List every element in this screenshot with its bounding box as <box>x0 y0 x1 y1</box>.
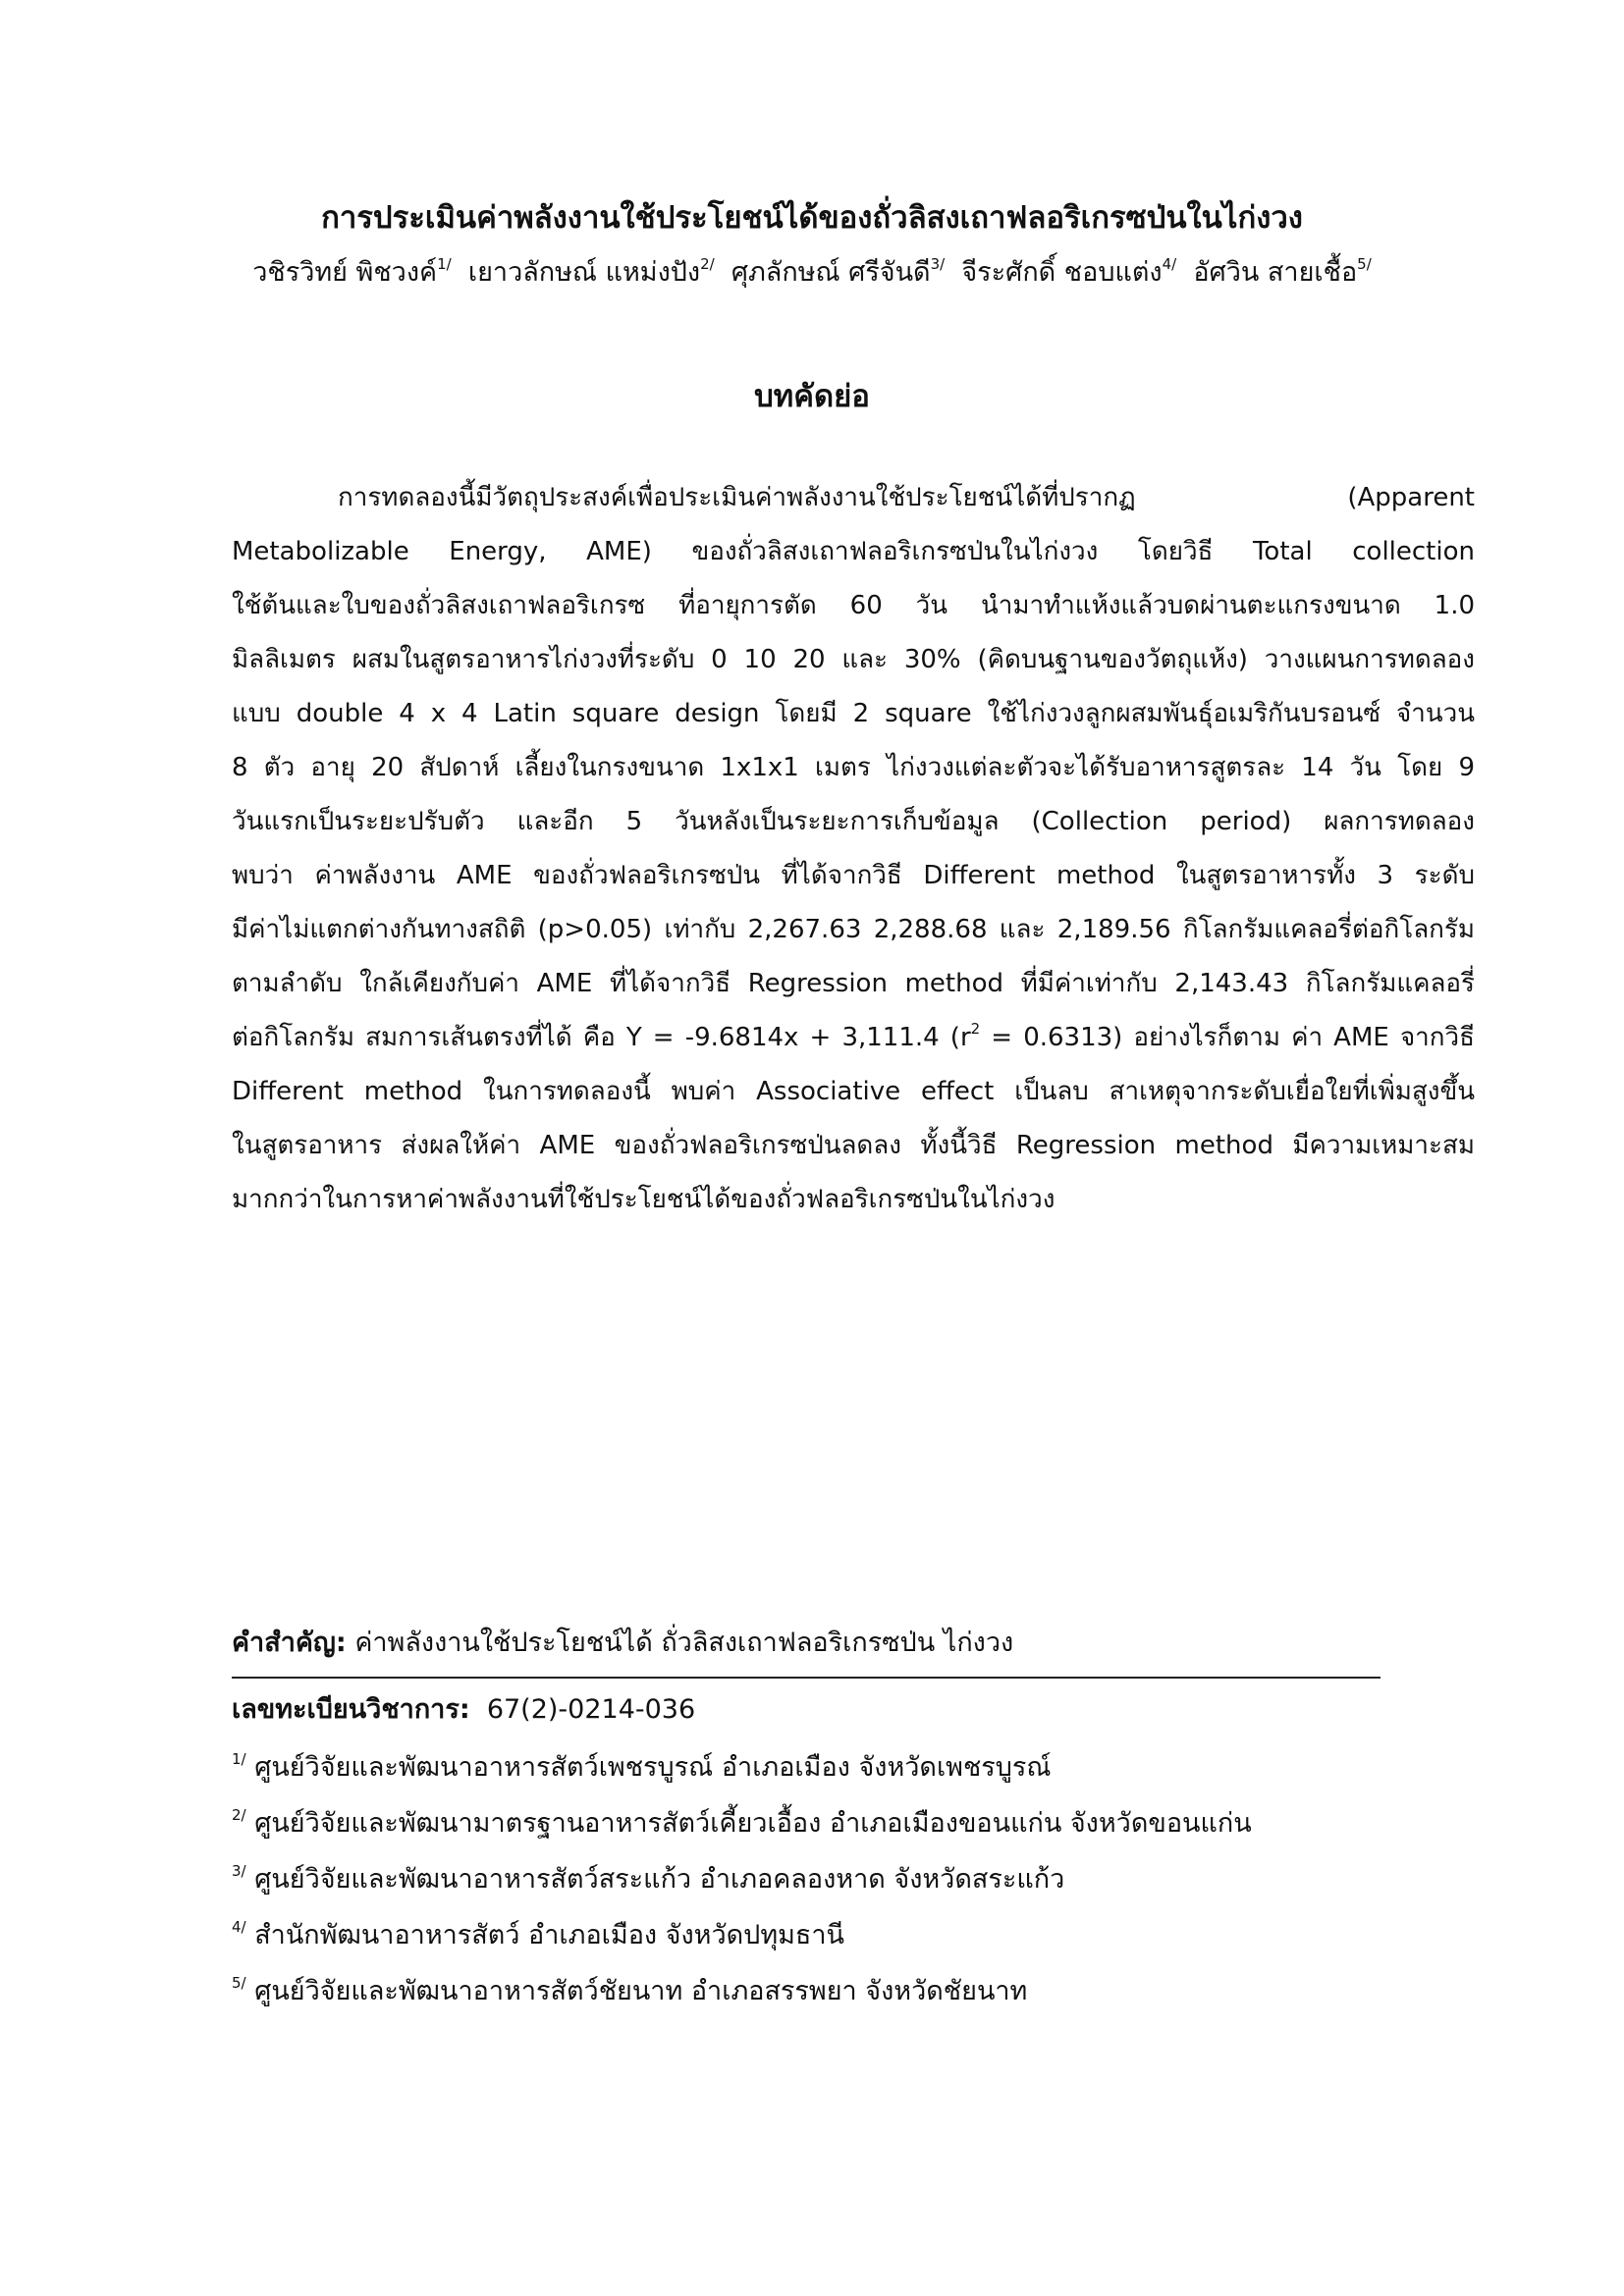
abstract-line: แบบ double 4 x 4 Latin square design โดยมี 2 square ใช้ไก่งวงลูกผสมพันธุ์อเมริกันบรอนซ์ จำนวน <box>232 699 1475 728</box>
keywords-label: คำสำคัญ: <box>232 1628 347 1658</box>
abstract-line: พบว่า ค่าพลังงาน AME ของถั่วฟลอริเกรซป่น ที่ได้จากวิธี Different method ในสูตรอาหารทั้ง 3 ระดับ <box>232 861 1475 890</box>
footnote-mark: 3/ <box>232 1862 246 1880</box>
author-name: วชิรวิทย์ พิชวงค์ <box>252 257 438 288</box>
footnote-item <box>232 1907 1508 1963</box>
abstract-line: ใช้ต้นและใบของถั่วลิสงเถาฟลอริเกรซ ที่อายุการตัด 60 วัน นำมาทำแห้งแล้วบดผ่านตะแกรงขนาด 1.0 <box>232 591 1475 620</box>
abstract-line: วันแรกเป็นระยะปรับตัว และอีก 5 วันหลังเป็นระยะการเก็บข้อมูล (Collection period) ผลการทดลอง <box>232 807 1475 836</box>
footnote-text: ศูนย์วิจัยและพัฒนาอาหารสัตว์ชัยนาท อำเภอสรรพยา จังหวัดชัยนาท <box>254 1976 1028 2006</box>
abstract-heading: บทคัดย่อ <box>754 379 870 414</box>
author-list <box>0 251 1624 294</box>
abstract-line: ในสูตรอาหาร ส่งผลให้ค่า AME ของถั่วฟลอริเกรซป่นลดลง ทั้งนี้วิธี Regression method มีความเหมาะสม <box>232 1131 1475 1160</box>
footnote-divider <box>232 1677 1380 1679</box>
equation-text: ต่อกิโลกรัม สมการเส้นตรงที่ได้ คือ Y = -9.6814x + 3,111.4 (r <box>232 1023 971 1052</box>
author-affiliation-mark: 5/ <box>1357 255 1372 273</box>
abstract-line: Metabolizable Energy, AME) ของถั่วลิสงเถาฟลอริเกรซป่นในไก่งวง โดยวิธี Total collection <box>232 537 1475 566</box>
footnote-item <box>232 1851 1508 1907</box>
keywords-text: ค่าพลังงานใช้ประโยชน์ได้ ถั่วลิสงเถาฟลอริเกรซป่น ไก่งวง <box>346 1628 1014 1658</box>
abstract-line: Different method ในการทดลองนี้ พบค่า Associative effect เป็นลบ สาเหตุจากระดับเยื่อใยที่เพิ่มสูงขึ้น <box>232 1077 1475 1106</box>
footnote-text: ศูนย์วิจัยและพัฒนาอาหารสัตว์เพชรบูรณ์ อำเภอเมือง จังหวัดเพชรบูรณ์ <box>254 1752 1052 1783</box>
footnote-text: ศูนย์วิจัยและพัฒนามาตรฐานอาหารสัตว์เคี้ยวเอื้อง อำเภอเมืองขอนแก่น จังหวัดขอนแก่น <box>254 1808 1252 1839</box>
abstract-line: มิลลิเมตร ผสมในสูตรอาหารไก่งวงที่ระดับ 0 10 20 และ 30% (คิดบนฐานของวัตถุแห้ง) วางแผนการทดลอง <box>232 645 1475 674</box>
footnote-item <box>232 1963 1508 2019</box>
footnote-text: ศูนย์วิจัยและพัฒนาอาหารสัตว์สระแก้ว อำเภอคลองหาด จังหวัดสระแก้ว <box>254 1864 1065 1895</box>
author-name: เยาวลักษณ์ แหม่งปัง <box>467 257 701 288</box>
author-name: ศุภลักษณ์ ศรีจันดี <box>731 257 931 288</box>
footnote-text: สำนักพัฒนาอาหารสัตว์ อำเภอเมือง จังหวัดปทุมธานี <box>254 1920 845 1950</box>
footnote-item <box>232 1739 1508 1795</box>
author-affiliation-mark: 2/ <box>700 255 715 273</box>
paper-title: การประเมินค่าพลังงานใช้ประโยชน์ได้ของถั่วลิสงเถาฟลอริเกรซป่นในไก่งวง <box>321 200 1303 236</box>
abstract-line: มีค่าไม่แตกต่างกันทางสถิติ (p>0.05) เท่ากับ 2,267.63 2,288.68 และ 2,189.56 กิโลกรัมแคลอรี่ต่อกิโลกรัม <box>232 915 1475 944</box>
abstract-line: มากกว่าในการหาค่าพลังงานที่ใช้ประโยชน์ได้ของถั่วฟลอริเกรซป่นในไก่งวง <box>232 1185 1056 1214</box>
author-affiliation-mark: 3/ <box>930 255 946 273</box>
author-affiliation-mark: 1/ <box>437 255 452 273</box>
registration-label: เลขทะเบียนวิชาการ: <box>232 1694 470 1725</box>
author-name: อัศวิน สายเชื้อ <box>1193 257 1358 288</box>
registration-number: 67(2)-0214-036 <box>486 1694 696 1725</box>
keywords-line <box>232 1622 1380 1665</box>
equation-tail-text: = 0.6313) อย่างไรก็ตาม ค่า AME จากวิธี <box>980 1023 1475 1052</box>
affiliation-footnotes <box>232 1739 1508 2019</box>
registration-line <box>232 1688 1380 1732</box>
footnote-mark: 5/ <box>232 1974 246 1992</box>
footnote-mark: 4/ <box>232 1918 246 1936</box>
r-squared-superscript: 2 <box>970 1020 981 1038</box>
abstract-line: ตามลำดับ ใกล้เคียงกับค่า AME ที่ได้จากวิธี Regression method ที่มีค่าเท่ากับ 2,143.43 กิโลกรัมแคลอรี่ <box>232 969 1475 998</box>
abstract-line: การทดลองนี้มีวัตถุประสงค์เพื่อประเมินค่าพลังงานใช้ประโยชน์ได้ที่ปรากฏ (Apparent <box>338 483 1475 512</box>
abstract-equation-line <box>232 1011 1475 1065</box>
footnote-mark: 1/ <box>232 1750 246 1768</box>
footnote-mark: 2/ <box>232 1806 246 1824</box>
abstract-body <box>232 471 1475 1227</box>
footnote-item <box>232 1795 1508 1851</box>
author-affiliation-mark: 4/ <box>1162 255 1177 273</box>
abstract-line: 8 ตัว อายุ 20 สัปดาห์ เลี้ยงในกรงขนาด 1x1x1 เมตร ไก่งวงแต่ละตัวจะได้รับอาหารสูตรละ 14 วัน โดย 9 <box>232 753 1475 782</box>
author-name: จีระศักดิ์ ชอบแต่ง <box>961 257 1163 288</box>
